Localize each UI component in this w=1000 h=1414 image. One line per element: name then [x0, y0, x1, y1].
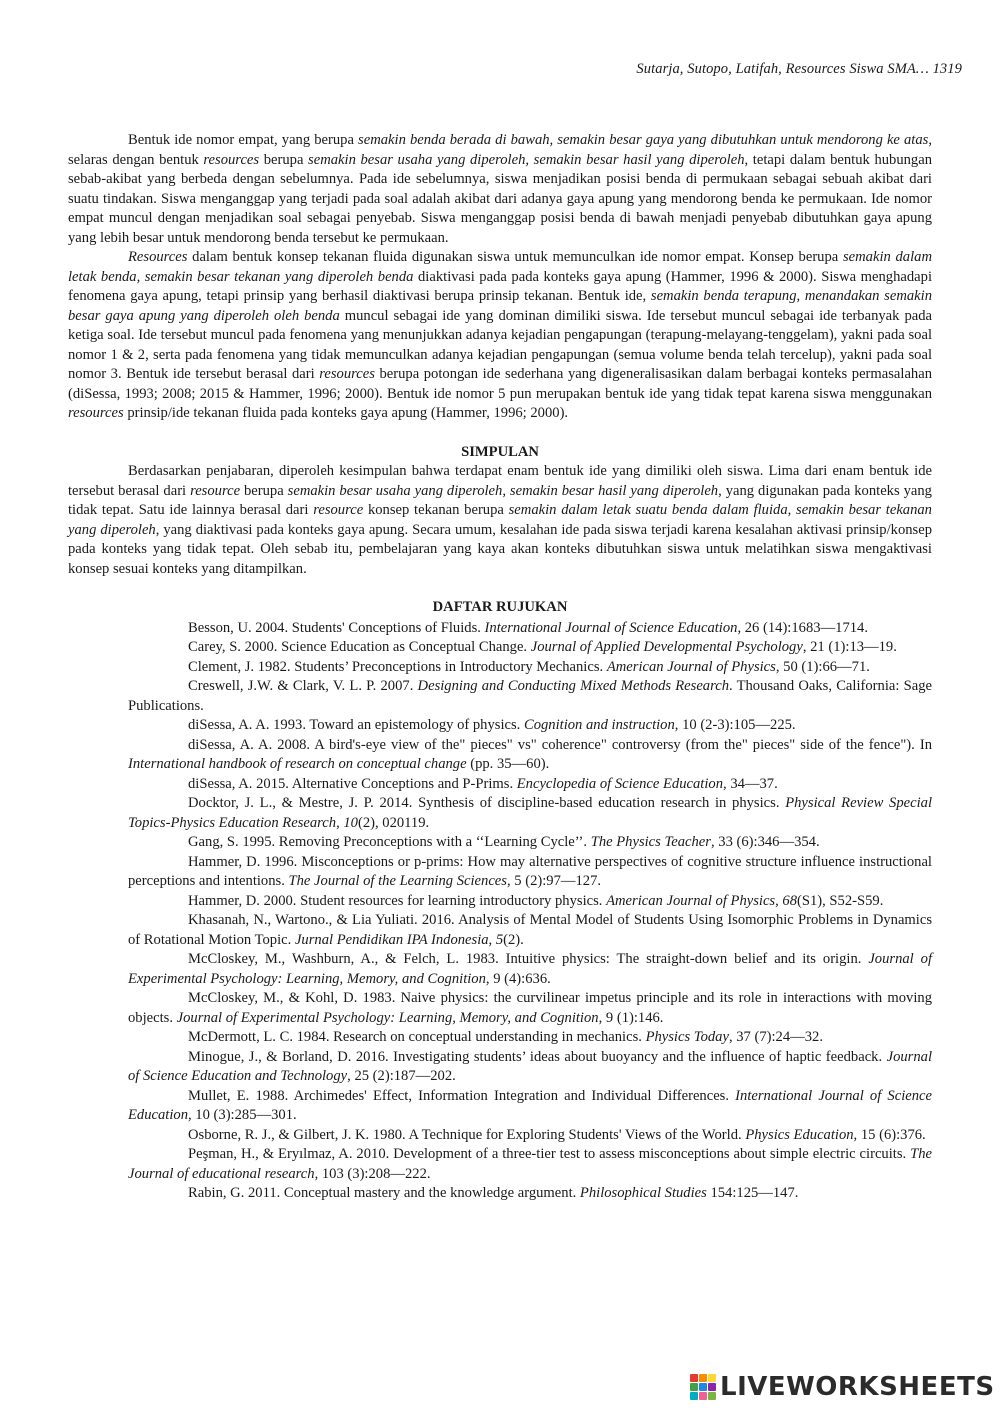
logo-square: [699, 1392, 707, 1400]
reference-entry: Creswell, J.W. & Clark, V. L. P. 2007. Designing and Conducting Mixed Methods Research. Thousand Oaks, California: Sage Publications.: [128, 678, 932, 714]
reference-entry: Hammer, D. 1996. Misconceptions or p-prims: How may alternative perspectives of cognitive structure influence instructional perceptions and intentions. The Journal of the Learning Sciences, 5 (2):97—127.: [128, 853, 932, 889]
simpulan-paragraph: Berdasarkan penjabaran, diperoleh kesimpulan bahwa terdapat enam bentuk ide yang dimiliki oleh siswa. Lima dari enam bentuk ide tersebut berasal dari resource berupa semakin besar usaha yang diperoleh, semakin besar hasil yang diperoleh, yang digunakan pada konteks yang tidak tepat. Satu ide lainnya berasal dari resource konsep tekanan berupa semakin dalam letak suatu benda dalam fluida, semakin besar tekanan yang diperoleh, yang diaktivasi pada konteks gaya apung. Secara umum, kesalahan ide pada siswa terjadi karena kesalahan aktivasi prinsip/konsep pada konteks yang tidak tepat. Oleh sebab itu, pembelajaran yang kaya akan konteks dibutuhkan siswa untuk melatihkan siswa mengaktivasi konsep sesuai konteks yang ditampilkan.: [68, 463, 932, 577]
reference-entry: McCloskey, M., & Kohl, D. 1983. Naive physics: the curvilinear impetus principle and its role in interactions with moving objects. Journal of Experimental Psychology: Learning, Memory, and Cognition, 9 (1):146.: [128, 990, 932, 1026]
logo-square: [690, 1392, 698, 1400]
reference-entry: McDermott, L. C. 1984. Research on conceptual understanding in mechanics. Physics Today, 37 (7):24—32.: [188, 1029, 823, 1045]
reference-entry: diSessa, A. 2015. Alternative Conceptions and P-Prims. Encyclopedia of Science Education, 34—37.: [188, 775, 778, 792]
reference-entry: Besson, U. 2004. Students' Conceptions of Fluids. International Journal of Science Education, 26 (14):1683—1714.: [188, 619, 868, 636]
reference-entry: Carey, S. 2000. Science Education as Conceptual Change. Journal of Applied Developmental Psychology, 21 (1):13—19.: [188, 639, 897, 655]
reference-entry: diSessa, A. A. 2008. A bird's-eye view of the" pieces" vs" coherence" controversy (from the" pieces" side of the fence"). In International handbook of research on conceptual change (pp. 35—60).: [128, 736, 932, 772]
reference-entry: Osborne, R. J., & Gilbert, J. K. 1980. A Technique for Exploring Students' Views of the World. Physics Education, 15 (6):376.: [188, 1126, 926, 1143]
reference-entry: Docktor, J. L., & Mestre, J. P. 2014. Synthesis of discipline-based education research in physics. Physical Review Special Topics-Physics Education Research, 10(2), 020119.: [128, 795, 932, 831]
liveworksheets-logo: [690, 1373, 995, 1401]
logo-grid-icon: [690, 1374, 716, 1400]
reference-entry: Rabin, G. 2011. Conceptual mastery and the knowledge argument. Philosophical Studies 154:125—147.: [188, 1185, 799, 1201]
reference-entry: McCloskey, M., Washburn, A., & Felch, L. 1983. Intuitive physics: The straight-down belief and its origin. Journal of Experimental Psychology: Learning, Memory, and Cognition, 9 (4):636.: [128, 951, 932, 987]
reference-entry: Mullet, E. 1988. Archimedes' Effect, Information Integration and Individual Differences. International Journal of Science Education, 10 (3):285—301.: [128, 1087, 932, 1123]
logo-square: [690, 1374, 698, 1382]
reference-entry: Minogue, J., & Borland, D. 2016. Investigating students’ ideas about buoyancy and the influence of haptic feedback. Journal of Science Education and Technology, 25 (2):187—202.: [128, 1048, 932, 1084]
reference-entry: Khasanah, N., Wartono., & Lia Yuliati. 2016. Analysis of Mental Model of Students Using Isomorphic Problems in Dynamics of Rotational Motion Topic. Jurnal Pendidikan IPA Indonesia, 5(2).: [128, 912, 932, 948]
logo-square: [690, 1383, 698, 1391]
logo-square: [708, 1392, 716, 1400]
logo-square: [708, 1383, 716, 1391]
simpulan-heading: SIMPULAN: [461, 443, 539, 460]
reference-entry: Peşman, H., & Eryılmaz, A. 2010. Development of a three-tier test to assess misconceptions about simple electric circuits. The Journal of educational research, 103 (3):208—222.: [128, 1146, 932, 1182]
reference-entry: Clement, J. 1982. Students’ Preconceptions in Introductory Mechanics. American Journal of Physics, 50 (1):66—71.: [188, 658, 870, 675]
logo-square: [699, 1383, 707, 1391]
logo-square: [708, 1374, 716, 1382]
reference-entry: Hammer, D. 2000. Student resources for learning introductory physics. American Journal of Physics, 68(S1), S52-S59.: [188, 892, 884, 909]
article-body: [68, 131, 932, 1204]
reference-entry: diSessa, A. A. 1993. Toward an epistemology of physics. Cognition and instruction, 10 (2-3):105—225.: [188, 717, 796, 733]
references-heading: DAFTAR RUJUKAN: [432, 599, 568, 615]
reference-list: [68, 619, 932, 1204]
logo-text: LIVEWORKSHEETS: [720, 1372, 995, 1402]
logo-square: [699, 1374, 707, 1382]
running-header: Sutarja, Sutopo, Latifah, Resources Siswa SMA… 1319: [636, 61, 962, 77]
reference-entry: Gang, S. 1995. Removing Preconceptions with a ‘‘Learning Cycle’’. The Physics Teacher, 33 (6):346—354.: [188, 834, 820, 850]
body-paragraph-1: Bentuk ide nomor empat, yang berupa semakin benda berada di bawah, semakin besar gaya yang dibutuhkan untuk mendorong ke atas, selaras dengan bentuk resources berupa semakin besar usaha yang diperoleh, semakin besar hasil yang diperoleh, tetapi dalam bentuk hubungan sebab-akibat yang berbeda dengan sebelumnya. Pada ide sebelumnya, siswa menjadikan posisi benda di permukaan sebagai sebuah akibat dari suatu tindakan. Siswa menganggap yang terjadi pada soal adalah akibat dari adanya gaya apung yang mendorong benda ke permukaan. Ide nomor empat muncul dengan menjadikan soal sebagai penyebab. Siswa menganggap posisi benda di bawah menjadi penyebab dibutuhkan gaya apung yang lebih besar untuk mendorong benda tersebut ke permukaan.: [68, 132, 932, 246]
body-paragraph-2: Resources dalam bentuk konsep tekanan fluida digunakan siswa untuk memunculkan ide nomor empat. Konsep berupa semakin dalam letak benda, semakin besar tekanan yang diperoleh benda diaktivasi pada pada konteks gaya apung (Hammer, 1996 & 2000). Siswa menghadapi fenomena gaya apung, tetapi prinsip yang berhasil diaktivasi berupa prinsip tekanan. Bentuk ide, semakin benda terapung, menandakan semakin besar gaya apung yang diperoleh oleh benda muncul sebagai ide yang dominan dimiliki siswa. Ide tersebut muncul sebagai ide terbanyak pada ketiga soal. Ide tersebut muncul pada fenomena yang menunjukkan adanya kejadian pengapungan (terapung-melayang-tenggelam), yakni pada soal nomor 1 & 2, serta pada fenomena yang tidak memunculkan adanya kejadian pengapungan (semua volume benda telah tercelup), yakni pada soal nomor 3. Bentuk ide tersebut berasal dari resources berupa potongan ide sederhana yang digeneralisasikan dalam berbagai konteks permasalahan (diSessa, 1993; 2008; 2015 & Hammer, 1996; 2000). Bentuk ide nomor 5 pun merupakan bentuk ide yang tidak tepat karena siswa menggunakan resources prinsip/ide tekanan fluida pada konteks gaya apung (Hammer, 1996; 2000).: [68, 249, 932, 421]
